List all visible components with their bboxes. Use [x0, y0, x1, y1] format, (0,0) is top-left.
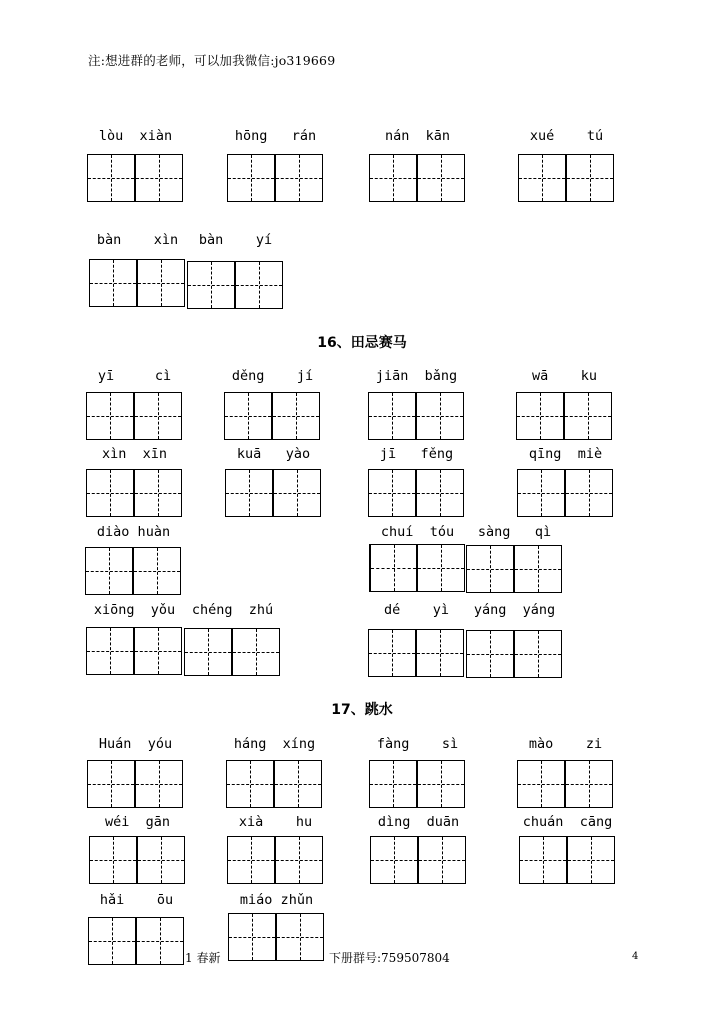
writing-cell[interactable] [228, 913, 276, 961]
writing-cell[interactable] [368, 629, 416, 677]
writing-cell[interactable] [416, 392, 464, 440]
pinyin-word-box [227, 126, 324, 206]
pinyin-label: hōng rán [234, 128, 317, 144]
writing-cell[interactable] [137, 259, 185, 307]
writing-cell[interactable] [275, 836, 323, 884]
pinyin-word-box [227, 812, 324, 890]
footer-text-left: 1 春新 [185, 951, 221, 965]
writing-cell[interactable] [368, 469, 416, 517]
writing-cell[interactable] [134, 469, 182, 517]
writing-cell[interactable] [135, 154, 183, 202]
writing-cell[interactable] [86, 469, 134, 517]
writing-cell[interactable] [276, 913, 324, 961]
pinyin-label: wā ku [531, 368, 598, 384]
writing-cell[interactable] [89, 836, 137, 884]
pinyin-label: lòu xiàn [98, 128, 173, 144]
pinyin-label: kuā yào [236, 446, 311, 462]
writing-cell[interactable] [274, 760, 322, 808]
pinyin-word-box [466, 600, 563, 680]
pinyin-word-box [368, 600, 465, 680]
writing-cell[interactable] [418, 836, 466, 884]
pinyin-label: bàn xìn [96, 232, 179, 248]
writing-cell[interactable] [275, 154, 323, 202]
pinyin-word-box [517, 444, 614, 522]
pinyin-word-box [187, 230, 284, 310]
writing-cell[interactable] [567, 836, 615, 884]
writing-cell[interactable] [514, 545, 562, 593]
writing-cell[interactable] [466, 545, 514, 593]
pinyin-word-box [368, 366, 465, 444]
writing-cell[interactable] [135, 760, 183, 808]
pinyin-label: sàng qì [477, 524, 552, 540]
writing-cell[interactable] [85, 547, 133, 595]
writing-cell[interactable] [416, 629, 464, 677]
pinyin-label: yáng yáng [473, 602, 556, 618]
writing-cell[interactable] [519, 836, 567, 884]
writing-cell[interactable] [134, 627, 182, 675]
pinyin-label: chéng zhú [191, 602, 274, 618]
pinyin-label: xiōng yǒu [93, 602, 176, 618]
pinyin-word-box [369, 126, 466, 206]
pinyin-word-box [89, 230, 186, 310]
writing-cell[interactable] [566, 154, 614, 202]
pinyin-label: xué tú [529, 128, 604, 144]
writing-cell[interactable] [134, 392, 182, 440]
pinyin-word-box [228, 890, 325, 968]
pinyin-word-box [517, 734, 614, 812]
writing-cell[interactable] [235, 261, 283, 309]
pinyin-word-box [226, 734, 323, 812]
pinyin-word-box [519, 812, 616, 890]
pinyin-label: dé yì [383, 602, 450, 618]
pinyin-word-box [225, 444, 322, 522]
writing-cell[interactable] [137, 836, 185, 884]
writing-cell[interactable] [369, 544, 417, 592]
pinyin-word-box [184, 600, 281, 680]
writing-cell[interactable] [232, 628, 280, 676]
pinyin-label: wéi gān [104, 814, 171, 830]
footer-text-right: 下册群号:759507804 [329, 951, 450, 965]
writing-cell[interactable] [517, 760, 565, 808]
writing-cell[interactable] [86, 392, 134, 440]
pinyin-label: chuán cāng [522, 814, 613, 830]
section-title: 17、跳水 [331, 702, 393, 718]
writing-cell[interactable] [518, 154, 566, 202]
pinyin-label: jī fěng [379, 446, 454, 462]
writing-cell[interactable] [225, 469, 273, 517]
section-title: 16、田忌赛马 [317, 335, 407, 351]
pinyin-label: bàn yí [198, 232, 273, 248]
writing-cell[interactable] [564, 392, 612, 440]
writing-cell[interactable] [417, 154, 465, 202]
writing-cell[interactable] [417, 760, 465, 808]
writing-cell[interactable] [466, 630, 514, 678]
pinyin-word-box [86, 600, 183, 680]
writing-cell[interactable] [86, 627, 134, 675]
writing-cell[interactable] [87, 154, 135, 202]
writing-cell[interactable] [514, 630, 562, 678]
writing-cell[interactable] [369, 154, 417, 202]
pinyin-label: dìng duān [377, 814, 460, 830]
pinyin-label: hǎi ōu [99, 892, 174, 908]
pinyin-word-box [369, 734, 466, 812]
pinyin-label: miáo zhǔn [239, 892, 314, 908]
writing-cell[interactable] [272, 392, 320, 440]
pinyin-word-box [86, 444, 183, 522]
pinyin-label: Huán yóu [98, 736, 173, 752]
pinyin-label: mào zi [528, 736, 603, 752]
writing-cell[interactable] [187, 261, 235, 309]
writing-cell[interactable] [184, 628, 232, 676]
pinyin-word-box [516, 366, 613, 444]
writing-cell[interactable] [227, 836, 275, 884]
writing-cell[interactable] [369, 760, 417, 808]
writing-cell[interactable] [516, 392, 564, 440]
pinyin-label: xìn xīn [101, 446, 168, 462]
pinyin-label: qīng miè [528, 446, 603, 462]
page-number: 4 [632, 951, 639, 962]
pinyin-word-box [224, 366, 321, 444]
pinyin-word-box [518, 126, 615, 206]
writing-cell[interactable] [517, 469, 565, 517]
writing-cell[interactable] [136, 917, 184, 965]
pinyin-word-box [89, 812, 186, 890]
pinyin-word-box [85, 522, 182, 600]
writing-cell[interactable] [565, 469, 613, 517]
pinyin-label: fàng sì [376, 736, 459, 752]
pinyin-word-box [86, 366, 183, 444]
pinyin-word-box [87, 734, 184, 812]
writing-cell[interactable] [227, 154, 275, 202]
writing-cell[interactable] [224, 392, 272, 440]
pinyin-label: háng xíng [233, 736, 316, 752]
pinyin-word-box [369, 522, 466, 597]
writing-cell[interactable] [368, 392, 416, 440]
writing-cell[interactable] [273, 469, 321, 517]
pinyin-word-box [370, 812, 467, 890]
pinyin-label: děng jí [231, 368, 314, 384]
header-note: 注:想进群的老师，可以加我微信:jo319669 [88, 53, 336, 68]
pinyin-label: diào huàn [96, 524, 171, 540]
pinyin-word-box [87, 126, 184, 206]
pinyin-word-box [368, 444, 465, 522]
writing-cell[interactable] [417, 544, 465, 592]
pinyin-label: yī cì [97, 368, 172, 384]
pinyin-label: xià hu [238, 814, 313, 830]
pinyin-label: jiān bǎng [375, 368, 458, 384]
writing-cell[interactable] [226, 760, 274, 808]
writing-cell[interactable] [89, 259, 137, 307]
pinyin-word-box [88, 890, 185, 968]
pinyin-label: nán kān [384, 128, 451, 144]
pinyin-label: chuí tóu [380, 524, 455, 540]
writing-cell[interactable] [416, 469, 464, 517]
writing-cell[interactable] [88, 917, 136, 965]
writing-cell[interactable] [565, 760, 613, 808]
pinyin-word-box [466, 522, 563, 597]
writing-cell[interactable] [133, 547, 181, 595]
writing-cell[interactable] [87, 760, 135, 808]
writing-cell[interactable] [370, 836, 418, 884]
